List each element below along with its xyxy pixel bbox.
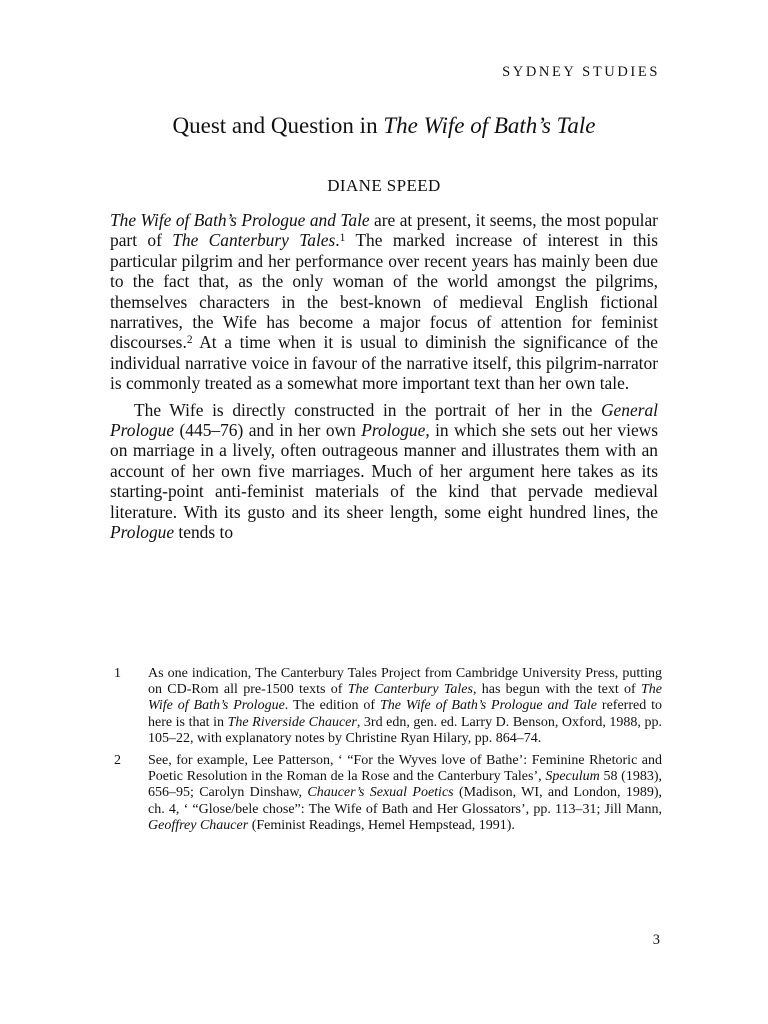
text-run: The Wife is directly constructed in the portrait of her in the xyxy=(134,399,601,420)
text-run: . xyxy=(335,230,340,251)
italic-work-title: Prologue xyxy=(110,522,175,543)
footnote-reference-1[interactable]: 1 xyxy=(339,232,346,245)
italic-work-title: The Canterbury Tales xyxy=(172,230,336,251)
article-title-plain: Quest and Question in xyxy=(172,113,384,138)
footnote-2 xyxy=(110,753,662,834)
italic-work-title: The Wife of Bath’s Prologue and Tale xyxy=(379,698,598,714)
text-run: , has begun with the text of xyxy=(472,682,642,698)
footnote-number: 2 xyxy=(114,753,121,769)
body-text xyxy=(110,210,658,543)
text-run: The marked increase of interest in this particular pilgrim and her performance over recent years has mainly been due to the fact that, as the only woman of the world amongst the pilgrims, themselves characters in the best-known of medieval English fictional narratives, the Wife has become a major focus of attention for feminist discourses. xyxy=(110,230,658,353)
author-name: DIANE SPEED xyxy=(327,176,441,195)
footnote-1 xyxy=(110,666,662,747)
text-run: referred to here is that in xyxy=(148,698,662,730)
text-run: (Feminist Readings, Hemel Hempstead, 1991). xyxy=(248,817,515,833)
footnotes xyxy=(110,666,662,840)
text-run: As one indication, The Canterbury Tales Project from Cambridge University Press, putting on CD-Rom all pre-1500 texts of xyxy=(148,666,662,698)
text-run: tends to xyxy=(174,522,234,543)
italic-work-title: The Canterbury Tales xyxy=(347,682,473,698)
text-run: At a time when it is usual to diminish the significance of the individual narrative voice in favour of the narrative itself, this pilgrim-narrator is commonly treated as a somewhat more important text than her own tale. xyxy=(110,332,658,394)
text-run: 58 (1983), 656–95; Carolyn Dinshaw, xyxy=(148,769,663,801)
italic-work-title: The Wife of Bath’s Prologue and Tale xyxy=(110,210,370,230)
footnote-number: 1 xyxy=(114,666,121,681)
italic-work-title: Speculum xyxy=(545,769,600,785)
text-run: (Madison, WI, and London, 1989), ch. 4, ‘ “Glose/bele chose”: The Wife of Bath and Her Glossators’, pp. 113–31; Jill Mann, xyxy=(148,785,662,817)
italic-work-title: The Wife of Bath’s Prologue xyxy=(148,682,663,714)
text-run: , in which she sets out her views on marriage in a lively, often outrageous manner and illustrates them with an account of her own five marriages. Much of her argument here takes as its starting-point anti-feminist materials of the kind that pervade medieval literature. With its gusto and its sheer length, some eight hundred lines, the xyxy=(110,420,658,522)
italic-work-title: The Riverside Chaucer xyxy=(227,714,357,730)
paragraph-1 xyxy=(110,210,658,394)
text-run: , 3rd edn, gen. ed. Larry D. Benson, Oxford, 1988, pp. 105–22, with explanatory notes by Christine Ryan Hilary, pp. 864–74. xyxy=(148,714,662,746)
text-run: (445–76) and in her own xyxy=(174,420,362,441)
italic-work-title: Prologue xyxy=(361,420,426,441)
italic-work-title: Chaucer’s Sexual Poetics xyxy=(307,785,454,801)
running-head: SYDNEY STUDIES xyxy=(502,64,660,80)
text-run: . The edition of xyxy=(284,698,380,714)
text-run: See, for example, Lee Patterson, ‘ “For the Wyves love of Bathe’: Feminine Rhetoric and Poetic Resolution in the Roman de la Rose and the Canterbury Tales’, xyxy=(148,753,662,785)
text-run: are at present, it seems, the most popular part of xyxy=(110,210,658,251)
page-number: 3 xyxy=(652,932,660,948)
footnote-reference-2[interactable]: 2 xyxy=(186,334,193,347)
italic-work-title: General Prologue xyxy=(110,399,658,441)
article-title-italic: The Wife of Bath’s Tale xyxy=(383,113,596,138)
italic-work-title: Geoffrey Chaucer xyxy=(148,817,249,833)
article-title xyxy=(112,112,656,140)
paragraph-2 xyxy=(110,400,658,543)
